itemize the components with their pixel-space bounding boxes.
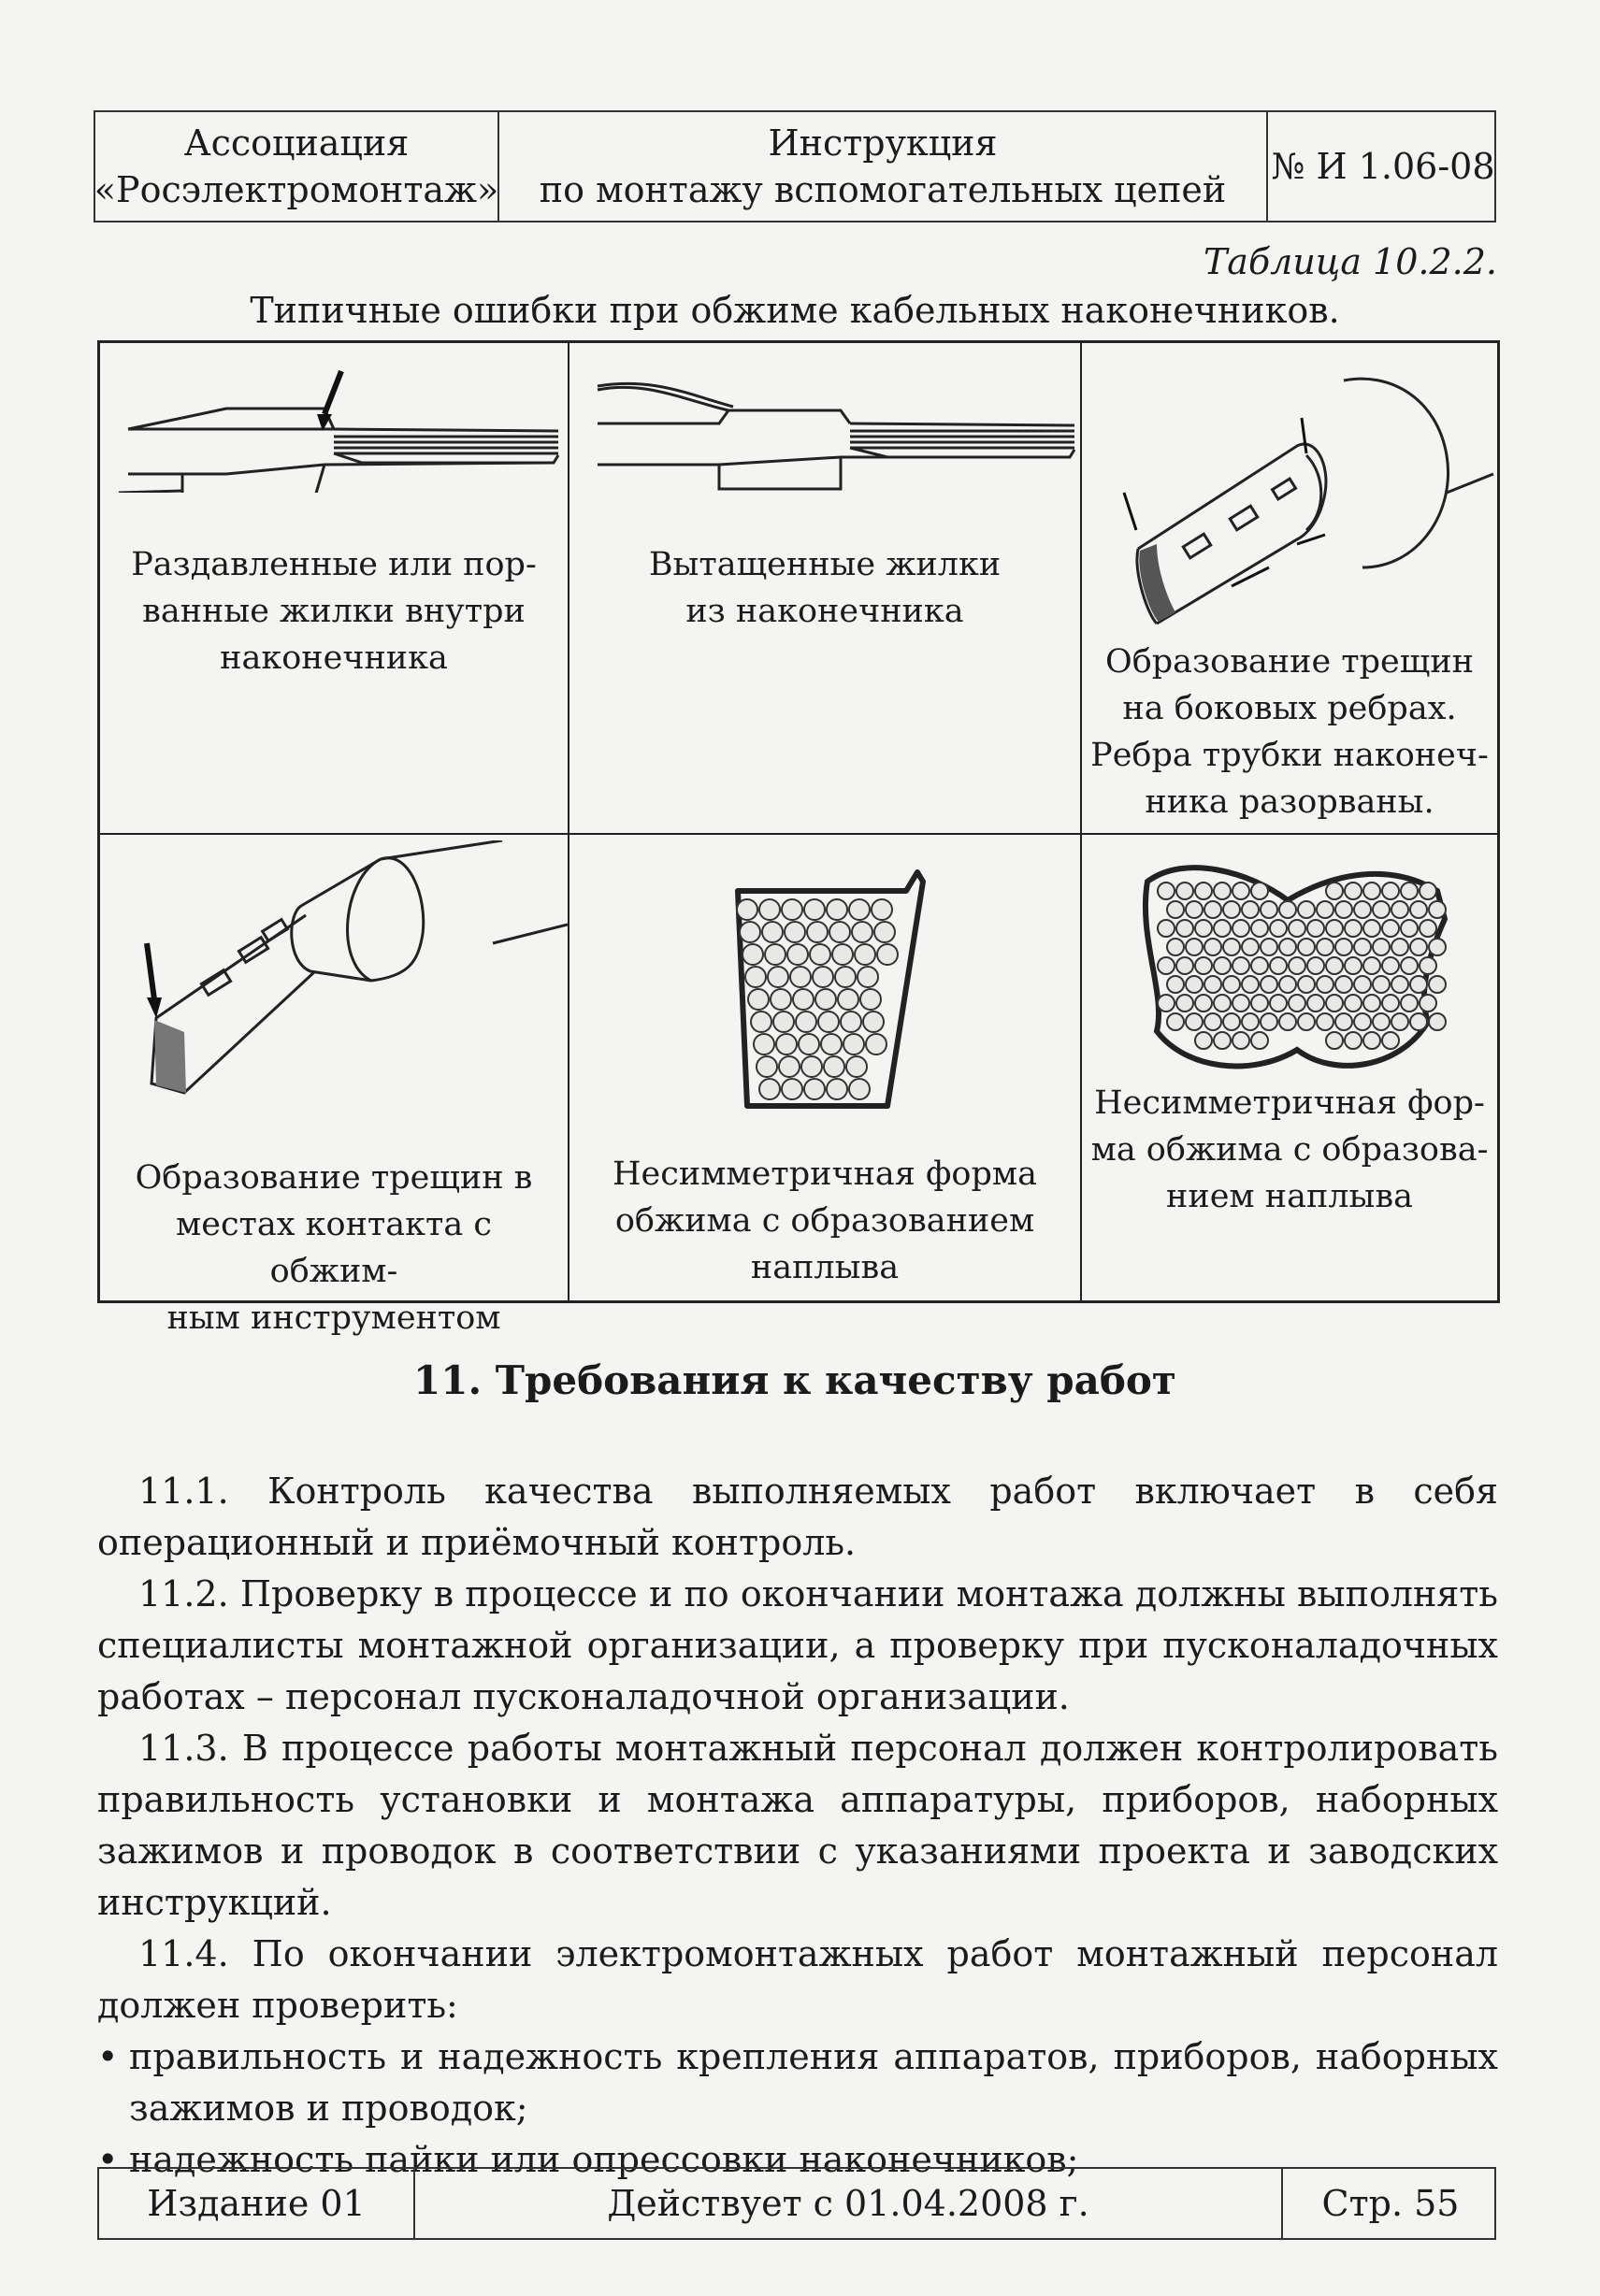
figure-cell-crushed-strands <box>100 343 568 833</box>
doc-title-line1: Инструкция <box>768 122 998 164</box>
figure-caption: Несимметричная форма обжима с образованием наплыва <box>613 1155 1037 1286</box>
crushed-strands-icon <box>100 352 568 493</box>
org-name-line2: «Росэлектромонтаж» <box>94 169 499 210</box>
paragraph: 11.1. Контроль качества выполняемых работ включает в себя операционный и приёмочный контроль. <box>97 1471 1498 1563</box>
doc-number: № И 1.06-08 <box>1271 146 1495 187</box>
figure-caption: Вытащенные жилки из наконечника <box>648 546 1002 630</box>
pulled-strands-icon <box>569 352 1082 493</box>
paragraph: 11.2. Проверку в процессе и по окончании монтажа должны выполнять специалисты монтажной организации, а проверку при пусконаладочных работах – персонал пусконаладочной организации. <box>97 1573 1498 1717</box>
figure-caption: Образование трещин в местах контакта с обжим- ным инструментом <box>135 1159 533 1337</box>
crimp-errors-table <box>97 340 1500 1337</box>
header-organization <box>95 112 497 221</box>
figure-cell-pulled-strands <box>568 343 1080 833</box>
asymmetric-crimp-icon <box>1082 844 1499 1087</box>
figure-cell-ferrule-crack <box>100 833 568 1337</box>
header-document-title <box>497 112 1266 221</box>
list-item: • правильность и надежность крепления аппаратов, приборов, наборных зажимов и проводок; <box>97 2031 1498 2134</box>
figure-caption: Несимметричная фор- ма обжима с образова- нием наплыва <box>1090 1084 1489 1215</box>
footer-table <box>97 2167 1496 2240</box>
table-caption: Таблица 10.2.2. <box>1203 241 1497 282</box>
figure-cell-trapezoid-crimp <box>568 833 1080 1300</box>
section-body <box>97 1466 1498 2186</box>
ferrule-crack-icon <box>100 840 568 1140</box>
figure-caption: Образование трещин на боковых ребрах. Ребра трубки наконеч- ника разорваны. <box>1090 643 1489 821</box>
footer-effective-date: Действует с 01.04.2008 г. <box>413 2169 1281 2238</box>
org-name-line1: Ассоциация <box>183 122 410 164</box>
footer-page-number: Стр. 55 <box>1281 2169 1498 2238</box>
figure-cell-cracked-ribs <box>1080 343 1497 833</box>
section-heading: 11. Требования к качеству работ <box>413 1357 1176 1403</box>
paragraph: 11.4. По окончании электромонтажных работ монтажный персонал должен проверить: <box>97 1933 1498 2026</box>
bullet-list <box>97 2031 1498 2186</box>
header-table <box>94 110 1496 222</box>
list-item: • надежность пайки или опрессовки наконечников; <box>97 2134 1498 2186</box>
header-doc-number <box>1266 112 1498 221</box>
paragraph: 11.3. В процессе работы монтажный персонал должен контролировать правильность установки и монтажа аппаратуры, приборов, наборных зажимов и проводок в соответствии с указаниями проекта и заводских инструкций. <box>97 1728 1498 1923</box>
cracked-ribs-icon <box>1082 352 1499 633</box>
table-title: Типичные ошибки при обжиме кабельных наконечников. <box>250 290 1340 331</box>
figure-caption: Раздавленные или пор- ванные жилки внутри наконечника <box>131 546 537 677</box>
figure-cell-asymmetric-crimp <box>1080 833 1497 1300</box>
footer-edition: Издание 01 <box>147 2183 366 2224</box>
trapezoid-crimp-icon <box>569 854 1082 1134</box>
doc-title-line2: по монтажу вспомогательных цепей <box>539 169 1227 210</box>
